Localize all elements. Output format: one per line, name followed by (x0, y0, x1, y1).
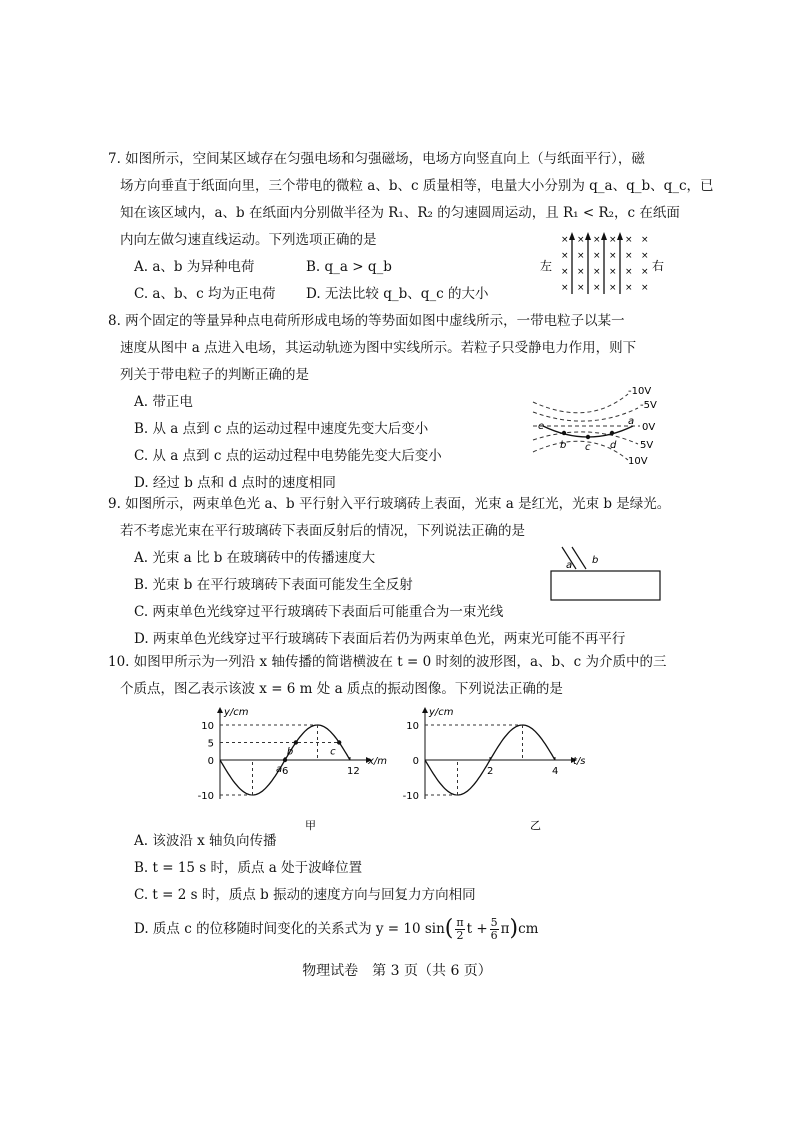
cross-mark: × (593, 283, 601, 293)
q8-equipotential-figure (528, 382, 668, 470)
point-c (337, 740, 341, 744)
q9-option-d[interactable]: D. 两束单色光线穿过平行玻璃砖下表面后若仍为两束单色光，两束光可能不再平行 (134, 631, 626, 647)
q8-line-3: 列关于带电粒子的判断正确的是 (120, 367, 309, 383)
q9-line-2: 若不考虑光束在平行玻璃砖下表面反射后的情况，下列说法正确的是 (120, 523, 525, 539)
cross-mark: × (641, 251, 649, 261)
magnetic-field-crosses (561, 235, 649, 293)
y-axis-arrow (422, 707, 428, 713)
q8-line-2: 速度从图中 a 点进入电场，其运动轨迹为图中实线所示。若粒子只受静电力作用，则下 (120, 340, 637, 356)
q7-option-c[interactable]: C. a、b、c 均为正电荷 (134, 286, 276, 302)
q7-option-a[interactable]: A. a、b 为异种电荷 (134, 259, 255, 275)
formula-unit: cm (518, 920, 539, 937)
cross-mark: × (593, 267, 601, 277)
x-tick-label: 12 (347, 766, 360, 777)
q9-glass-block-figure (548, 545, 663, 603)
left-paren: ( (444, 916, 454, 941)
q7-line-2: 场方向垂直于纸面向里，三个带电的微粒 a、b、c 质量相等，电量大小分别为 q_a、q_b、q_c，已 (120, 178, 714, 194)
cross-mark: × (641, 235, 649, 245)
cross-mark: × (593, 235, 601, 245)
point-label-b: b (286, 746, 294, 758)
label-c: c (585, 442, 591, 453)
question-10-options (120, 828, 665, 949)
q8-option-c[interactable]: C. 从 a 点到 c 点的运动过程中电势能先变大后变小 (134, 448, 442, 464)
y-axis-label: y/cm (429, 707, 454, 718)
point-label-a: a (276, 764, 283, 775)
q7-line-4: 内向左做匀速直线运动。下列选项正确的是 (120, 232, 377, 248)
q9-option-a[interactable]: A. 光束 a 比 b 在玻璃砖中的传播速度大 (134, 550, 376, 566)
cross-mark: × (577, 283, 585, 293)
q10-option-d[interactable] (120, 909, 665, 949)
field-arrow-head (617, 232, 623, 240)
cross-mark: × (609, 267, 617, 277)
q10-option-c[interactable]: C. t = 2 s 时，质点 b 振动的速度方向与回复力方向相同 (134, 887, 476, 903)
q9-line-1: 9. 如图所示，两束单色光 a、b 平行射入平行玻璃砖上表面，光束 a 是红光，光束 b 是绿光。 (108, 496, 671, 512)
point-a (283, 758, 287, 762)
question-10 (108, 649, 667, 703)
y-tick-label: 10 (201, 721, 214, 732)
wave-graph-jia (190, 700, 400, 840)
cross-mark: × (609, 235, 617, 245)
x-tick-label: 4 (552, 766, 559, 777)
field-arrow-head (585, 232, 591, 240)
q8-option-b[interactable]: B. 从 a 点到 c 点的运动过程中速度先变大后变小 (134, 421, 429, 437)
cross-mark: × (561, 267, 569, 277)
q9-option-b[interactable]: B. 光束 b 在平行玻璃砖下表面可能发生全反射 (134, 577, 413, 593)
label-b: b (560, 440, 567, 451)
cross-mark: × (609, 283, 617, 293)
cross-mark: × (641, 267, 649, 277)
x-tick-label: 2 (487, 766, 494, 777)
y-tick-label: 10 (406, 721, 419, 732)
label-0v: 0V (642, 422, 656, 433)
q7-option-b[interactable]: B. q_a > q_b (306, 259, 392, 275)
q8-option-a[interactable]: A. 带正电 (134, 394, 193, 410)
q8-line-1: 8. 两个固定的等量异种点电荷所形成电场的等势面如图中虚线所示，一带电粒子以某一 (108, 313, 625, 329)
x-axis-label: x/m (368, 756, 388, 767)
cross-mark: × (561, 283, 569, 293)
label-d: d (610, 440, 617, 451)
point-c (586, 435, 590, 439)
label-neg10v: -10V (628, 386, 652, 397)
q9-option-c[interactable]: C. 两束单色光线穿过平行玻璃砖下表面后可能重合为一束光线 (134, 604, 504, 620)
cross-mark: × (625, 283, 633, 293)
x-tick-label: 6 (282, 766, 289, 777)
left-label: 左 (540, 259, 553, 273)
q10-option-b[interactable]: B. t = 15 s 时，质点 a 处于波峰位置 (134, 860, 363, 876)
cross-mark: × (641, 283, 649, 293)
point-b (562, 431, 566, 435)
cross-mark: × (577, 251, 585, 261)
cross-mark: × (577, 267, 585, 277)
beam-b-label: b (592, 555, 599, 566)
label-5v: 5V (640, 440, 654, 451)
label-neg5v: -5V (640, 400, 657, 411)
cross-mark: × (625, 267, 633, 277)
point-label-c: c (330, 746, 336, 758)
y-axis-label: y/cm (224, 707, 249, 718)
chart-caption: 甲 (305, 819, 316, 832)
q10-line-2: 个质点，图乙表示该波 x = 6 m 处 a 质点的振动图像。下列说法正确的是 (120, 681, 563, 697)
fraction-5-over-6: $\frac{5}{6}$ (490, 915, 498, 942)
right-label: 右 (652, 259, 665, 273)
y-axis-arrow (217, 707, 223, 713)
y-tick-label: 0 (207, 756, 214, 767)
beam-a-label: a (566, 560, 573, 571)
chart-caption: 乙 (530, 819, 541, 832)
y-tick-label: -10 (402, 791, 419, 802)
cross-mark: × (625, 235, 633, 245)
fraction-pi-over-2: $\frac{\pi}{2}$ (456, 915, 464, 942)
point-b (294, 740, 298, 744)
q7-line-1: 7. 如图所示，空间某区域存在匀强电场和匀强磁场，电场方向竖直向上（与纸面平行），磁 (108, 151, 645, 167)
glass-block (551, 571, 660, 600)
cross-mark: × (577, 235, 585, 245)
y-tick-label: -10 (197, 791, 214, 802)
q7-line-3: 知在该区域内，a、b 在纸面内分别做半径为 R₁、R₂ 的匀速圆周运动，且 R₁ < R₂，c 在纸面 (120, 205, 680, 221)
vibration-graph-yi (385, 700, 585, 840)
label-a: a (628, 416, 635, 427)
formula-mid: t + (466, 920, 488, 937)
q10-line-1: 10. 如图甲所示为一列沿 x 轴传播的简谐横波在 t = 0 时刻的波形图，a、b、c 为介质中的三 (108, 654, 667, 670)
q10-option-d-text: D. 质点 c 的位移随时间变化的关系式为 y = 10 sin (134, 920, 445, 937)
cross-mark: × (561, 235, 569, 245)
cross-mark: × (561, 251, 569, 261)
cross-mark: × (609, 251, 617, 261)
label-10v: 10V (628, 456, 648, 467)
formula-pi: π (500, 920, 510, 937)
label-e: e (538, 421, 545, 432)
field-arrow-head (601, 232, 607, 240)
q10-option-a[interactable]: A. 该波沿 x 轴负向传播 (134, 833, 277, 849)
cross-mark: × (593, 251, 601, 261)
q7-field-figure (538, 228, 668, 296)
right-paren: ) (509, 916, 519, 941)
q8-option-d[interactable]: D. 经过 b 点和 d 点时的速度相同 (134, 475, 336, 491)
q7-option-d[interactable]: D. 无法比较 q_b、q_c 的大小 (306, 286, 489, 302)
point-d (610, 431, 614, 435)
x-axis-label: t/s (573, 756, 585, 767)
cross-mark: × (625, 251, 633, 261)
y-tick-label: 5 (207, 738, 214, 750)
field-arrow-head (569, 232, 575, 240)
y-tick-label: 0 (412, 756, 419, 767)
page-footer: 物理试卷 第 3 页（共 6 页） (302, 963, 492, 979)
